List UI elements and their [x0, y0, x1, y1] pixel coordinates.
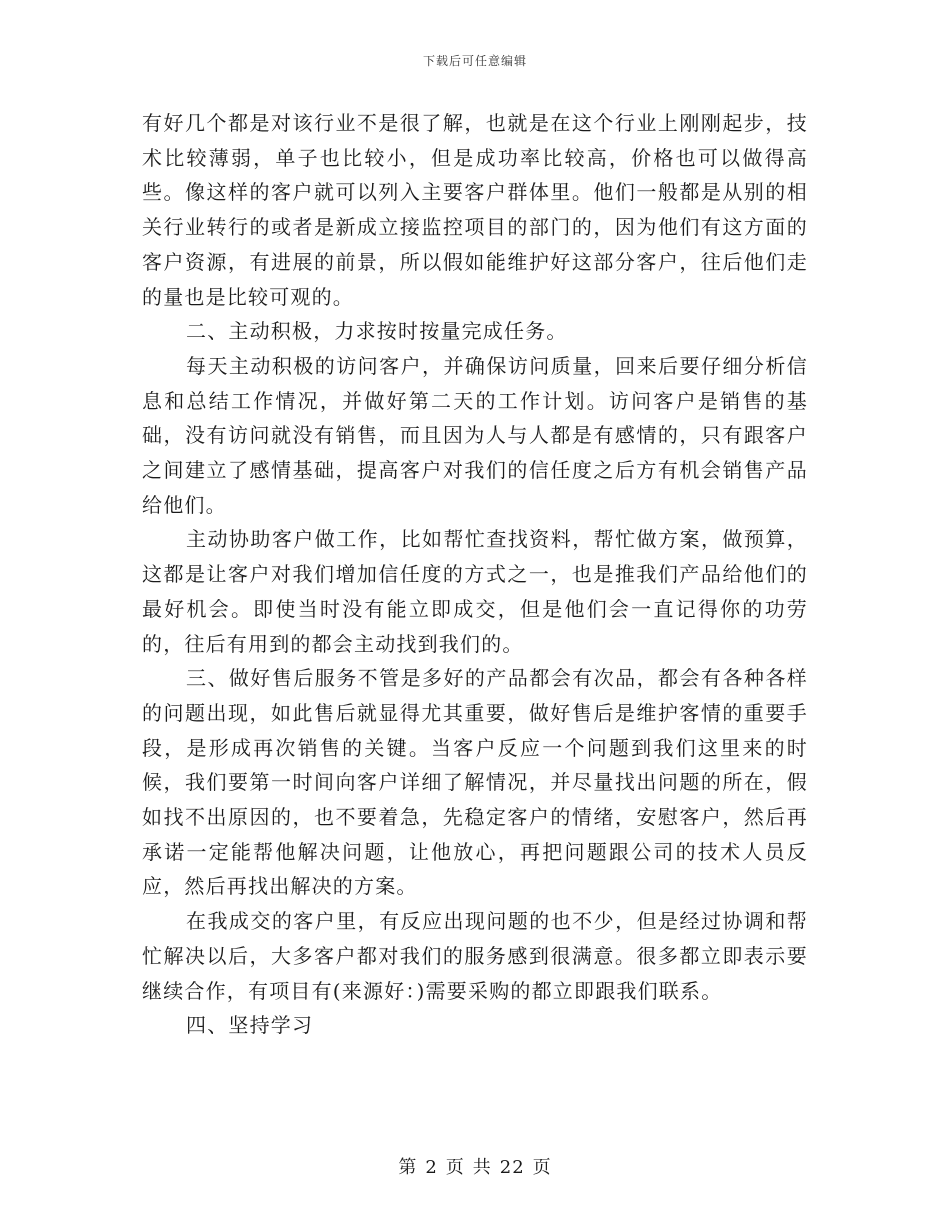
- page-header: 下载后可任意编辑: [422, 54, 527, 68]
- paragraph-3: 每天主动积极的访问客户，并确保访问质量，回来后要仔细分析信息和总结工作情况，并做好第二天的工作计划。访问客户是销售的基础，没有访问就没有销售，而且因为人与人都是有感情的，只有跟客户之间建立了感情基础，提高客户对我们的信任度之后方有机会销售产品给他们。: [142, 353, 808, 517]
- document-body: [142, 106, 808, 1043]
- footer-total-pages: 22: [499, 1157, 525, 1178]
- paragraph-6: 在我成交的客户里，有反应出现问题的也不少，但是经过协调和帮忙解决以后，大多客户都对我们的服务感到很满意。很多都立即表示要继续合作，有项目有(来源好：)需要采购的都立即跟我们联系。: [142, 909, 808, 1003]
- footer-current-page: 2: [425, 1157, 438, 1178]
- paragraph-4: 主动协助客户做工作，比如帮忙查找资料，帮忙做方案，做预算，这都是让客户对我们增加信任度的方式之一，也是推我们产品给他们的最好机会。即使当时没有能立即成交，但是他们会一直记得你的功劳的，往后有用到的都会主动找到我们的。: [142, 527, 808, 656]
- section-paragraph-3: 三、做好售后服务不管是多好的产品都会有次品，都会有各种各样的问题出现，如此售后就显得尤其重要，做好售后是维护客情的重要手段，是形成再次销售的关键。当客户反应一个问题到我们这里来的时候，我们要第一时间向客户详细了解情况，并尽量找出问题的所在，假如找不出原因的，也不要着急，先稳定客户的情绪，安慰客户，然后再承诺一定能帮他解决问题，让他放心，再把问题跟公司的技术人员反应，然后再找出解决的方案。: [142, 666, 808, 899]
- page-number-footer: [0, 1153, 950, 1179]
- section-heading-2: 二、主动积极，力求按时按量完成任务。: [186, 319, 568, 344]
- footer-page-word: 页: [445, 1157, 465, 1178]
- paragraph-1: 有好几个都是对该行业不是很了解，也就是在这个行业上刚刚起步，技术比较薄弱，单子也比较小，但是成功率比较高，价格也可以做得高些。像这样的客户就可以列入主要客户群体里。他们一般都是从别的相关行业转行的或者是新成立接监控项目的部门的，因为他们有这方面的客户资源，有进展的前景，所以假如能维护好这部分客户，往后他们走的量也是比较可观的。: [142, 111, 808, 309]
- section-heading-4: 四、坚持学习: [186, 1013, 314, 1038]
- footer-total-prefix: 共: [472, 1157, 492, 1178]
- footer-page-suffix: 页: [532, 1157, 552, 1178]
- footer-page-prefix: 第: [398, 1157, 418, 1178]
